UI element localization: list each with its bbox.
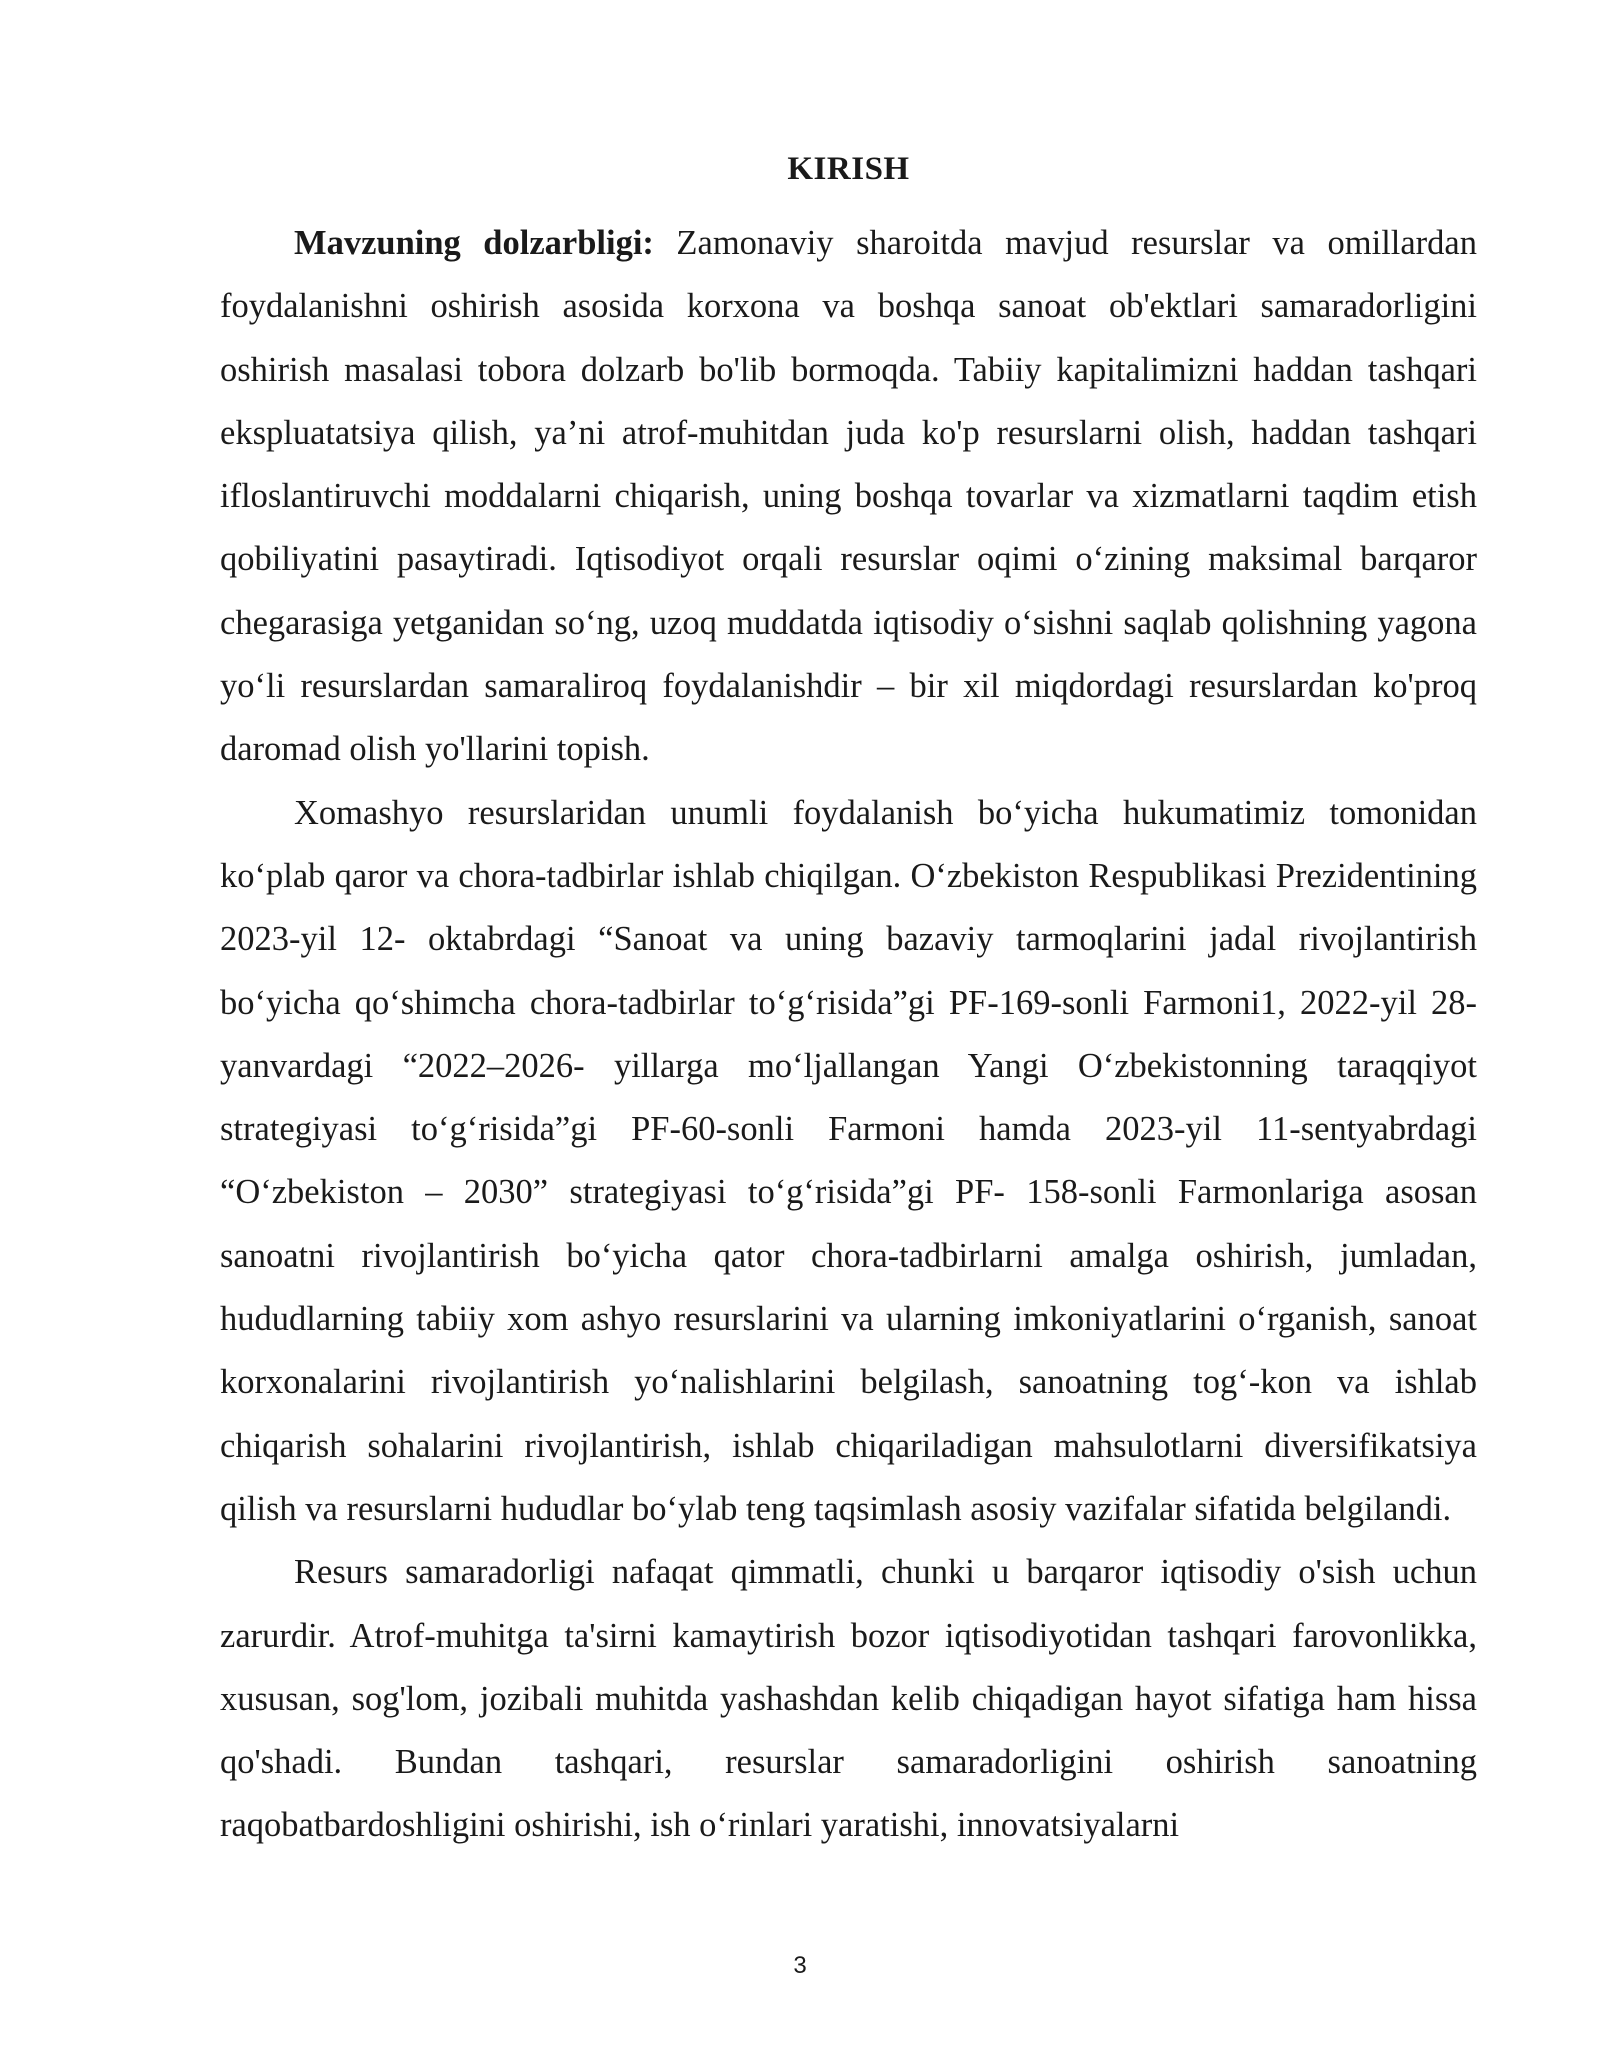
paragraph-government-measures: Xomashyo resurslaridan unumli foydalanish bo‘yicha hukumatimiz tomonidan ko‘plab qaror va chora-tadbirlar ishlab chiqilgan. O‘zbekiston Respublikasi Prezidentining 2023-yil 12- oktabrdagi “Sanoat va uning bazaviy tarmoqlarini jadal rivojlantirish bo‘yicha qo‘shimcha chora-tadbirlar to‘g‘risida”gi PF-169-sonli Farmoni1, 2022-yil 28-yanvardagi “2022–2026- yillarga mo‘ljallangan Yangi O‘zbekistonning taraqqiyot strategiyasi to‘g‘risida”gi PF-60-sonli Farmoni hamda 2023-yil 11-sentyabrdagi “O‘zbekiston – 2030” strategiyasi to‘g‘risida”gi PF- 158-sonli Farmonlariga asosan sanoatni rivojlantirish bo‘yicha qator chora-tadbirlarni amalga oshirish, jumladan, hududlarning tabiiy xom ashyo resurslarini va ularning imkoniyatlarini o‘rganish, sanoat korxonalarini rivojlantirish yo‘nalishlarini belgilash, sanoatning tog‘-kon va ishlab chiqarish sohalarini rivojlantirish, ishlab chiqariladigan mahsulotlarni diversifikatsiya qilish va resurslarni hududlar bo‘ylab teng taqsimlash asosiy vazifalar sifatida belgilandi. [220, 793, 1477, 1528]
document-page [220, 148, 1477, 1858]
page-number: 3 [793, 1952, 807, 1979]
paragraph-text: Zamonaviy sharoitda mavjud resurslar va omillardan foydalanishni oshirish asosida korxona va boshqa sanoat ob'ektlari samaradorligini oshirish masalasi tobora dolzarb bo'lib bormoqda. Tabiiy kapitalimizni haddan tashqari ekspluatatsiya qilish, ya’ni atrof-muhitdan juda ko'p resurslarni olish, haddan tashqari ifloslantiruvchi moddalarni chiqarish, uning boshqa tovarlar va xizmatlarni taqdim etish qobiliyatini pasaytiradi. Iqtisodiyot orqali resurslar oqimi o‘zining maksimal barqaror chegarasiga yetganidan so‘ng, uzoq muddatda iqtisodiy o‘sishni saqlab qolishning yagona yo‘li resurslardan samaraliroq foydalanishdir – bir xil miqdordagi resurslardan ko'proq daromad olish yo'llarini topish. [220, 224, 1477, 769]
paragraph-resource-efficiency: Resurs samaradorligi nafaqat qimmatli, chunki u barqaror iqtisodiy o'sish uchun zarurdir. Atrof-muhitga ta'sirni kamaytirish bozor iqtisodiyotidan tashqari farovonlikka, xususan, sog'lom, jozibali muhitda yashashdan kelib chiqadigan hayot sifatiga ham hissa qo'shadi. Bundan tashqari, resurslar samaradorligini oshirish sanoatning raqobatbardoshligini oshirishi, ish o‘rinlari yaratishi, innovatsiyalarni [220, 1553, 1477, 1845]
paragraph-lead: Mavzuning dolzarbligi: [294, 224, 654, 262]
section-title: KIRISH [787, 151, 910, 187]
paragraph-relevance [220, 212, 1477, 782]
